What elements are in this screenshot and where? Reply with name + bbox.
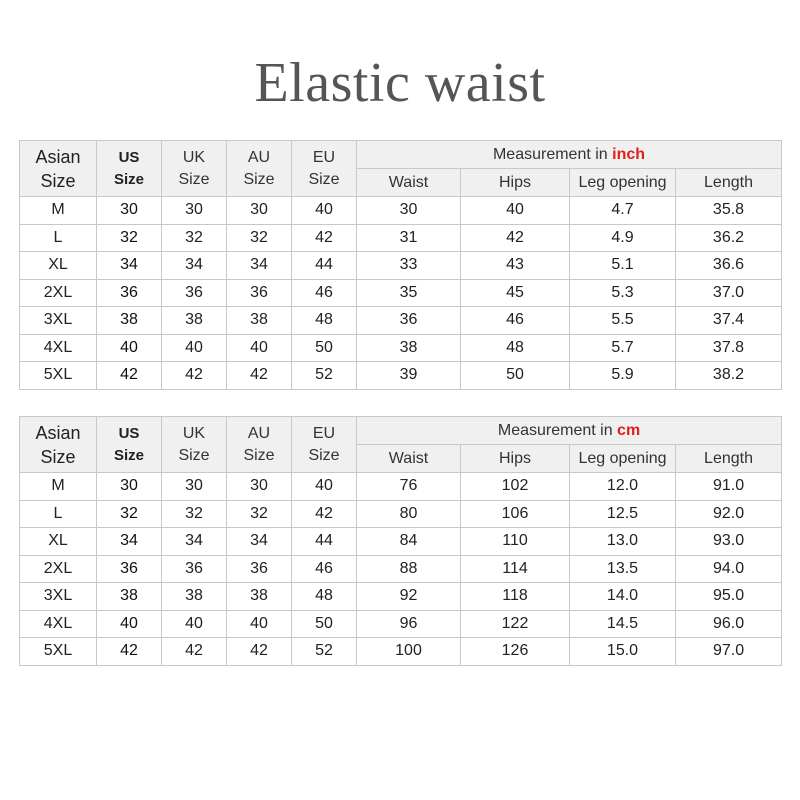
eu-size-cell: 46 — [292, 279, 357, 307]
au-size-cell: 42 — [227, 362, 292, 390]
length-cell: 94.0 — [676, 555, 782, 583]
leg-opening-cell: 15.0 — [570, 638, 676, 666]
length-cell: 92.0 — [676, 500, 782, 528]
waist-cell: 84 — [357, 528, 461, 556]
length-cell: 38.2 — [676, 362, 782, 390]
au-size-cell: 38 — [227, 583, 292, 611]
au-size-cell: 36 — [227, 279, 292, 307]
asian-size-header: Asian Size — [20, 417, 97, 473]
eu-size-cell: 50 — [292, 610, 357, 638]
au-size-header: AU Size — [227, 417, 292, 473]
unit-label: cm — [617, 421, 641, 439]
us-size-cell: 38 — [97, 583, 162, 611]
asian-size-cell: L — [20, 500, 97, 528]
eu-size-cell: 52 — [292, 362, 357, 390]
eu-size-header: EU Size — [292, 417, 357, 473]
au-size-cell: 30 — [227, 197, 292, 225]
hips-cell: 106 — [461, 500, 570, 528]
eu-size-cell: 44 — [292, 528, 357, 556]
au-size-cell: 40 — [227, 610, 292, 638]
hips-cell: 45 — [461, 279, 570, 307]
asian-size-cell: 4XL — [20, 334, 97, 362]
measurement-header — [357, 417, 782, 445]
length-header: Length — [676, 169, 782, 197]
hips-cell: 42 — [461, 224, 570, 252]
uk-size-cell: 30 — [162, 197, 227, 225]
au-size-cell: 40 — [227, 334, 292, 362]
au-size-cell: 38 — [227, 307, 292, 335]
uk-size-cell: 32 — [162, 500, 227, 528]
hips-cell: 102 — [461, 473, 570, 501]
hips-cell: 110 — [461, 528, 570, 556]
eu-size-cell: 48 — [292, 583, 357, 611]
hips-cell: 122 — [461, 610, 570, 638]
us-size-cell: 36 — [97, 555, 162, 583]
hips-cell: 118 — [461, 583, 570, 611]
leg-opening-cell: 14.0 — [570, 583, 676, 611]
waist-header: Waist — [357, 169, 461, 197]
us-size-cell: 40 — [97, 334, 162, 362]
hips-cell: 46 — [461, 307, 570, 335]
asian-size-cell: XL — [20, 528, 97, 556]
waist-cell: 80 — [357, 500, 461, 528]
leg-opening-cell: 12.0 — [570, 473, 676, 501]
table-row — [20, 583, 782, 611]
table-body — [20, 473, 782, 666]
asian-size-cell: 4XL — [20, 610, 97, 638]
hips-cell: 114 — [461, 555, 570, 583]
waist-cell: 96 — [357, 610, 461, 638]
waist-cell: 36 — [357, 307, 461, 335]
waist-cell: 35 — [357, 279, 461, 307]
au-size-cell: 32 — [227, 224, 292, 252]
leg-opening-cell: 13.5 — [570, 555, 676, 583]
asian-size-cell: 2XL — [20, 555, 97, 583]
leg-opening-cell: 13.0 — [570, 528, 676, 556]
waist-cell: 31 — [357, 224, 461, 252]
waist-cell: 30 — [357, 197, 461, 225]
table-row — [20, 610, 782, 638]
leg-opening-cell: 5.9 — [570, 362, 676, 390]
uk-size-cell: 42 — [162, 362, 227, 390]
eu-size-cell: 48 — [292, 307, 357, 335]
uk-size-cell: 36 — [162, 279, 227, 307]
leg-opening-cell: 5.7 — [570, 334, 676, 362]
asian-size-cell: M — [20, 473, 97, 501]
eu-size-cell: 40 — [292, 473, 357, 501]
uk-size-cell: 30 — [162, 473, 227, 501]
length-cell: 36.2 — [676, 224, 782, 252]
waist-cell: 76 — [357, 473, 461, 501]
asian-size-cell: 3XL — [20, 307, 97, 335]
page-title: Elastic waist — [254, 52, 546, 114]
us-size-cell: 30 — [97, 197, 162, 225]
uk-size-cell: 32 — [162, 224, 227, 252]
au-size-cell: 30 — [227, 473, 292, 501]
us-size-header: US Size — [97, 141, 162, 197]
hips-header: Hips — [461, 445, 570, 473]
length-cell: 97.0 — [676, 638, 782, 666]
length-cell: 93.0 — [676, 528, 782, 556]
waist-cell: 33 — [357, 252, 461, 280]
table-row — [20, 638, 782, 666]
uk-size-cell: 38 — [162, 307, 227, 335]
waist-cell: 100 — [357, 638, 461, 666]
asian-size-cell: 5XL — [20, 362, 97, 390]
asian-size-header: Asian Size — [20, 141, 97, 197]
uk-size-cell: 34 — [162, 528, 227, 556]
uk-size-cell: 38 — [162, 583, 227, 611]
length-cell: 96.0 — [676, 610, 782, 638]
hips-cell: 126 — [461, 638, 570, 666]
eu-size-cell: 44 — [292, 252, 357, 280]
eu-size-cell: 40 — [292, 197, 357, 225]
uk-size-cell: 34 — [162, 252, 227, 280]
leg-opening-cell: 5.3 — [570, 279, 676, 307]
size-chart-table-cm — [19, 416, 782, 666]
us-size-cell: 30 — [97, 473, 162, 501]
table-row — [20, 362, 782, 390]
measurement-prefix: Measurement in — [492, 145, 608, 163]
us-size-cell: 34 — [97, 252, 162, 280]
table-row — [20, 307, 782, 335]
length-header: Length — [676, 445, 782, 473]
length-cell: 95.0 — [676, 583, 782, 611]
hips-cell: 40 — [461, 197, 570, 225]
table-row — [20, 224, 782, 252]
length-cell: 91.0 — [676, 473, 782, 501]
table-row — [20, 500, 782, 528]
length-cell: 35.8 — [676, 197, 782, 225]
us-size-cell: 38 — [97, 307, 162, 335]
us-size-cell: 32 — [97, 224, 162, 252]
asian-size-cell: 5XL — [20, 638, 97, 666]
hips-cell: 50 — [461, 362, 570, 390]
table-body — [20, 197, 782, 390]
uk-size-cell: 42 — [162, 638, 227, 666]
waist-cell: 88 — [357, 555, 461, 583]
leg-opening-cell: 4.7 — [570, 197, 676, 225]
asian-size-cell: L — [20, 224, 97, 252]
leg-opening-cell: 5.1 — [570, 252, 676, 280]
table-row — [20, 528, 782, 556]
eu-size-cell: 42 — [292, 224, 357, 252]
uk-size-cell: 36 — [162, 555, 227, 583]
us-size-cell: 32 — [97, 500, 162, 528]
au-size-header: AU Size — [227, 141, 292, 197]
length-cell: 37.4 — [676, 307, 782, 335]
uk-size-cell: 40 — [162, 610, 227, 638]
measurement-prefix: Measurement in — [497, 421, 613, 439]
us-size-cell: 40 — [97, 610, 162, 638]
leg-opening-header: Leg opening — [570, 169, 676, 197]
au-size-cell: 36 — [227, 555, 292, 583]
table-row — [20, 334, 782, 362]
us-size-cell: 36 — [97, 279, 162, 307]
asian-size-cell: XL — [20, 252, 97, 280]
au-size-cell: 34 — [227, 252, 292, 280]
leg-opening-cell: 12.5 — [570, 500, 676, 528]
asian-size-cell: 2XL — [20, 279, 97, 307]
measurement-header — [357, 141, 782, 169]
waist-cell: 92 — [357, 583, 461, 611]
au-size-cell: 34 — [227, 528, 292, 556]
eu-size-cell: 50 — [292, 334, 357, 362]
leg-opening-cell: 5.5 — [570, 307, 676, 335]
uk-size-header: UK Size — [162, 141, 227, 197]
eu-size-cell: 42 — [292, 500, 357, 528]
table-row — [20, 555, 782, 583]
leg-opening-cell: 4.9 — [570, 224, 676, 252]
table-row — [20, 252, 782, 280]
au-size-cell: 32 — [227, 500, 292, 528]
leg-opening-header: Leg opening — [570, 445, 676, 473]
us-size-cell: 34 — [97, 528, 162, 556]
asian-size-cell: M — [20, 197, 97, 225]
us-size-cell: 42 — [97, 362, 162, 390]
asian-size-cell: 3XL — [20, 583, 97, 611]
eu-size-cell: 52 — [292, 638, 357, 666]
unit-label: inch — [612, 145, 646, 163]
waist-header: Waist — [357, 445, 461, 473]
hips-cell: 43 — [461, 252, 570, 280]
table-row — [20, 473, 782, 501]
waist-cell: 38 — [357, 334, 461, 362]
size-chart-table-inch — [19, 140, 782, 390]
length-cell: 37.8 — [676, 334, 782, 362]
length-cell: 37.0 — [676, 279, 782, 307]
hips-header: Hips — [461, 169, 570, 197]
eu-size-cell: 46 — [292, 555, 357, 583]
us-size-cell: 42 — [97, 638, 162, 666]
au-size-cell: 42 — [227, 638, 292, 666]
leg-opening-cell: 14.5 — [570, 610, 676, 638]
us-size-header: US Size — [97, 417, 162, 473]
uk-size-cell: 40 — [162, 334, 227, 362]
uk-size-header: UK Size — [162, 417, 227, 473]
waist-cell: 39 — [357, 362, 461, 390]
hips-cell: 48 — [461, 334, 570, 362]
length-cell: 36.6 — [676, 252, 782, 280]
table-row — [20, 197, 782, 225]
eu-size-header: EU Size — [292, 141, 357, 197]
table-row — [20, 279, 782, 307]
